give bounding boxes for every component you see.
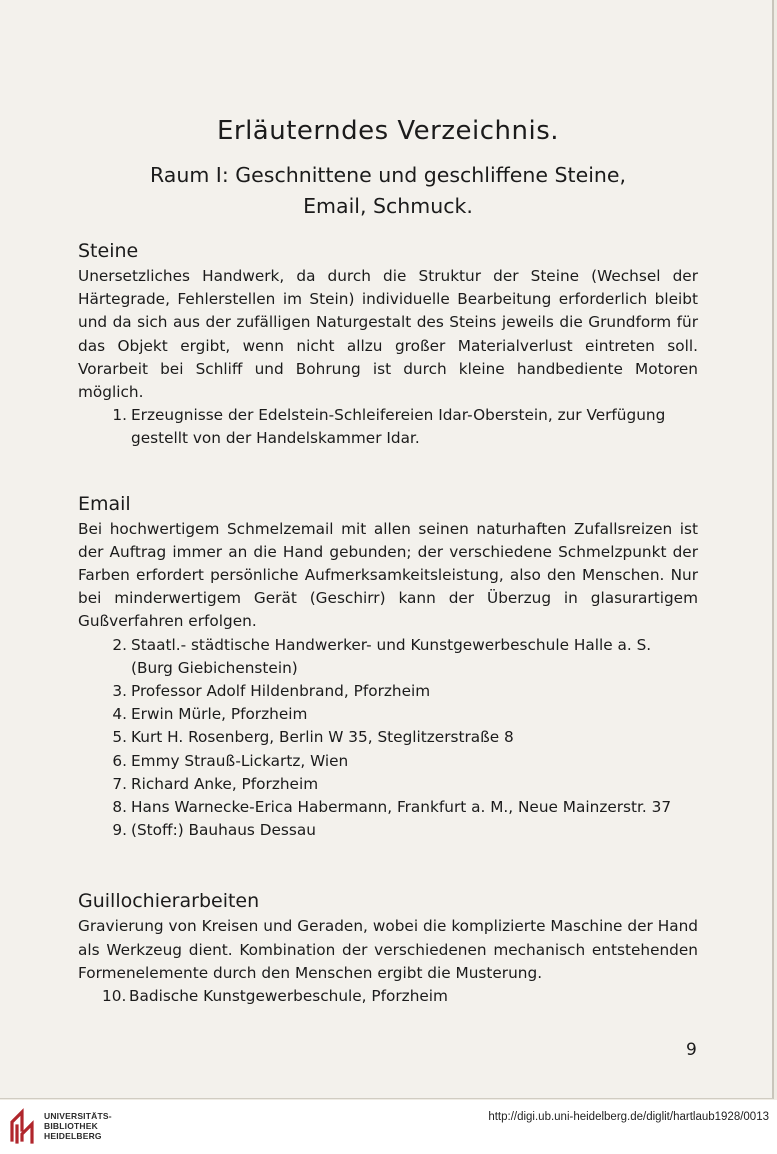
- list-item: [78, 726, 698, 749]
- section-guillochierarbeiten: [78, 890, 698, 1008]
- entry-text: Professor Adolf Hildenbrand, Pforzheim: [131, 682, 431, 701]
- entry-number: 4.: [112, 705, 127, 724]
- entry-text: (Stoff:) Bauhaus Dessau: [131, 821, 316, 840]
- list-item: [78, 680, 698, 703]
- entry-list: [78, 985, 698, 1008]
- section-steine: [78, 240, 698, 451]
- list-item: [78, 404, 698, 450]
- page-subtitle: [78, 160, 698, 222]
- library-name-line-2: BIBLIOTHEK: [44, 1121, 98, 1131]
- entry-number: 8.: [112, 798, 127, 817]
- library-name-line-1: UNIVERSITÄTS-: [44, 1111, 112, 1121]
- section-spacer: [78, 451, 698, 493]
- list-item: [78, 773, 698, 796]
- entry-number: 10.: [102, 987, 127, 1006]
- library-name-line-3: HEIDELBERG: [44, 1131, 102, 1141]
- section-email: [78, 493, 698, 843]
- list-item: [78, 796, 698, 819]
- section-paragraph: Bei hochwertigem Schmelzemail mit allen seinen naturhaften Zufallsreizen ist der Auftrag immer an die Hand gebunden; der verschiedene Schmelzpunkt der Farben erfordert persönliche Aufmerksamkeitsleistung, also den Menschen. Nur bei minderwertigem Gerät (Geschirr) kann der Überzug in glasurartigem Gußverfahren erfolgen.: [78, 519, 698, 631]
- page-content: [78, 116, 698, 1008]
- entry-list: [78, 634, 698, 843]
- logo-mark: [12, 1112, 32, 1142]
- library-name: [44, 1111, 112, 1141]
- subtitle-line-2: Email, Schmuck.: [303, 194, 473, 218]
- entry-number: 6.: [112, 751, 127, 770]
- entry-text: Emmy Strauß-Lickartz, Wien: [131, 751, 349, 770]
- source-url-link[interactable]: http://digi.ub.uni-heidelberg.de/diglit/hartlaub1928/0013: [488, 1111, 769, 1123]
- section-heading: Guillochierarbeiten: [78, 890, 260, 913]
- entry-number: 2.: [112, 635, 127, 654]
- subtitle-line-1: Raum I: Geschnittene und geschliffene Steine,: [149, 163, 627, 187]
- page-number: 9: [686, 1040, 697, 1060]
- section-paragraph: Gravierung von Kreisen und Geraden, wobei die komplizierte Maschine der Hand als Werkzeug dient. Kombination der verschiedenen mechanisch entstehenden Formenelemente durch den Menschen ergibt die Musterung.: [78, 917, 698, 982]
- entry-list: [78, 404, 698, 450]
- entry-number: 7.: [112, 774, 127, 793]
- entry-text: Erwin Mürle, Pforzheim: [131, 705, 308, 724]
- entry-number: 1.: [112, 406, 127, 425]
- entry-number: 5.: [112, 728, 127, 747]
- entry-text: Staatl.- städtische Handwerker- und Kunstgewerbeschule Halle a. S.: [131, 635, 652, 654]
- page-title: Erläuterndes Verzeichnis.: [216, 116, 560, 146]
- entry-number: 3.: [112, 682, 127, 701]
- section-heading: Email: [78, 492, 131, 515]
- list-item: [78, 703, 698, 726]
- section-paragraph: Unersetzliches Handwerk, da durch die Struktur der Steine (Wechsel der Härtegrade, Fehlerstellen im Stein) individuelle Bearbeitung erforderlich bleibt und da sich aus der zufälligen Naturgestalt des Steins jeweils die Grundform für das Objekt ergibt, wenn nicht allzu großer Materialverlust eintreten soll. Vorarbeit bei Schliff und Bohrung ist durch kleine handbediente Motoren möglich.: [78, 267, 698, 402]
- library-logo-icon: [8, 1108, 38, 1144]
- list-item: [78, 819, 698, 842]
- list-item: [78, 985, 698, 1008]
- list-item: [78, 750, 698, 773]
- entry-text: Kurt H. Rosenberg, Berlin W 35, Steglitzerstraße 8: [131, 728, 514, 747]
- footer-bar: [0, 1100, 777, 1154]
- section-heading: Steine: [78, 240, 139, 262]
- section-spacer: [78, 842, 698, 890]
- list-item: [78, 634, 698, 680]
- entry-text: Hans Warnecke-Erica Habermann, Frankfurt a. M., Neue Mainzerstr. 37: [131, 798, 672, 817]
- entry-number: 9.: [112, 821, 127, 840]
- entry-text: Richard Anke, Pforzheim: [131, 774, 319, 793]
- entry-text: Badische Kunstgewerbeschule, Pforzheim: [129, 987, 448, 1006]
- entry-text-continuation: gestellt von der Handelskammer Idar.: [131, 429, 420, 448]
- entry-text: Erzeugnisse der Edelstein-Schleifereien Idar-Oberstein, zur Verfügung: [131, 406, 666, 425]
- entry-text-continuation: (Burg Giebichenstein): [131, 658, 298, 677]
